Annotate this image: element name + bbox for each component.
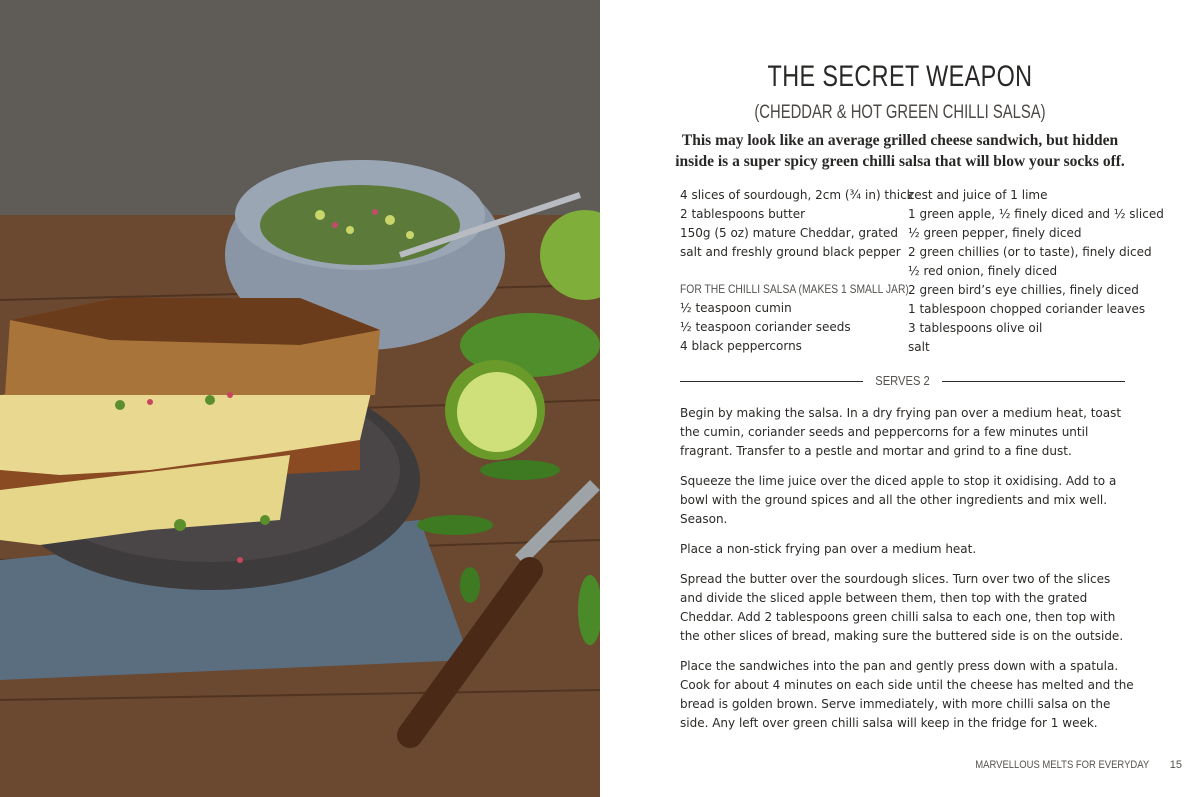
ingredients-column-left (680, 186, 914, 356)
method-steps (680, 404, 1135, 744)
ingredient-item: ½ teaspoon coriander seeds (680, 320, 851, 334)
serves-divider (680, 373, 1125, 393)
section-title: MARVELLOUS MELTS FOR EVERYDAY (974, 759, 1149, 771)
ingredient-item: 2 green bird’s eye chillies, finely diced (908, 283, 1139, 297)
ingredients-column-right (908, 186, 1164, 357)
ingredient-item: ½ red onion, finely diced (908, 264, 1058, 278)
recipe-page (600, 0, 1200, 797)
ingredient-item: 2 tablespoons butter (680, 207, 806, 221)
ingredient-item: 1 tablespoon chopped coriander leaves (908, 302, 1146, 316)
ingredient-item: 4 black peppercorns (680, 339, 802, 353)
salsa-subheading: FOR THE CHILLI SALSA (MAKES 1 SMALL JAR) (680, 282, 909, 296)
ingredient-item: salt (908, 340, 930, 354)
serves-label: SERVES 2 (875, 373, 930, 388)
ingredient-item: salt and freshly ground black pepper (680, 245, 901, 259)
page-number: 15 (1169, 759, 1182, 771)
ingredient-item: zest and juice of 1 lime (908, 188, 1048, 202)
divider-rule-right (942, 381, 1125, 382)
ingredient-item: 3 tablespoons olive oil (908, 321, 1043, 335)
method-paragraph: Spread the butter over the sourdough slices. Turn over two of the slices and divide the sliced apple between them, then top with the grated Cheddar. Add 2 tablespoons green chilli salsa to each one, then top with the other slices of bread, making sure the buttered side is on the outside. (680, 572, 1124, 643)
method-paragraph: Place a non-stick frying pan over a medium heat. (680, 542, 977, 556)
method-paragraph: Begin by making the salsa. In a dry frying pan over a medium heat, toast the cumin, coriander seeds and peppercorns for a few minutes until fragrant. Transfer to a pestle and mortar and grind to a fine dust. (680, 406, 1122, 458)
ingredient-item: 4 slices of sourdough, 2cm (¾ in) thick (680, 188, 914, 202)
ingredient-item: 150g (5 oz) mature Cheddar, grated (680, 226, 898, 240)
recipe-intro: This may look like an average grilled cheese sandwich, but hidden inside is a super spicy green chilli salsa that will blow your socks off. (675, 132, 1125, 170)
ingredient-item: 2 green chillies (or to taste), finely diced (908, 245, 1152, 259)
ingredient-item: ½ green pepper, finely diced (908, 226, 1082, 240)
page-footer (947, 759, 1182, 771)
ingredient-item: ½ teaspoon cumin (680, 301, 792, 315)
recipe-subtitle: (CHEDDAR & HOT GREEN CHILLI SALSA) (754, 102, 1046, 123)
method-paragraph: Place the sandwiches into the pan and gently press down with a spatula. Cook for about 4 minutes on each side until the cheese has melted and the bread is golden brown. Serve immediately, with more chilli salsa on the side. Any left over green chilli salsa will keep in the fridge for 1 week. (680, 659, 1134, 730)
method-paragraph: Squeeze the lime juice over the diced apple to stop it oxidising. Add to a bowl with the ground spices and all the other ingredients and mix well. Season. (680, 474, 1117, 526)
ingredient-item: 1 green apple, ½ finely diced and ½ sliced (908, 207, 1164, 221)
recipe-title: THE SECRET WEAPON (767, 60, 1033, 93)
